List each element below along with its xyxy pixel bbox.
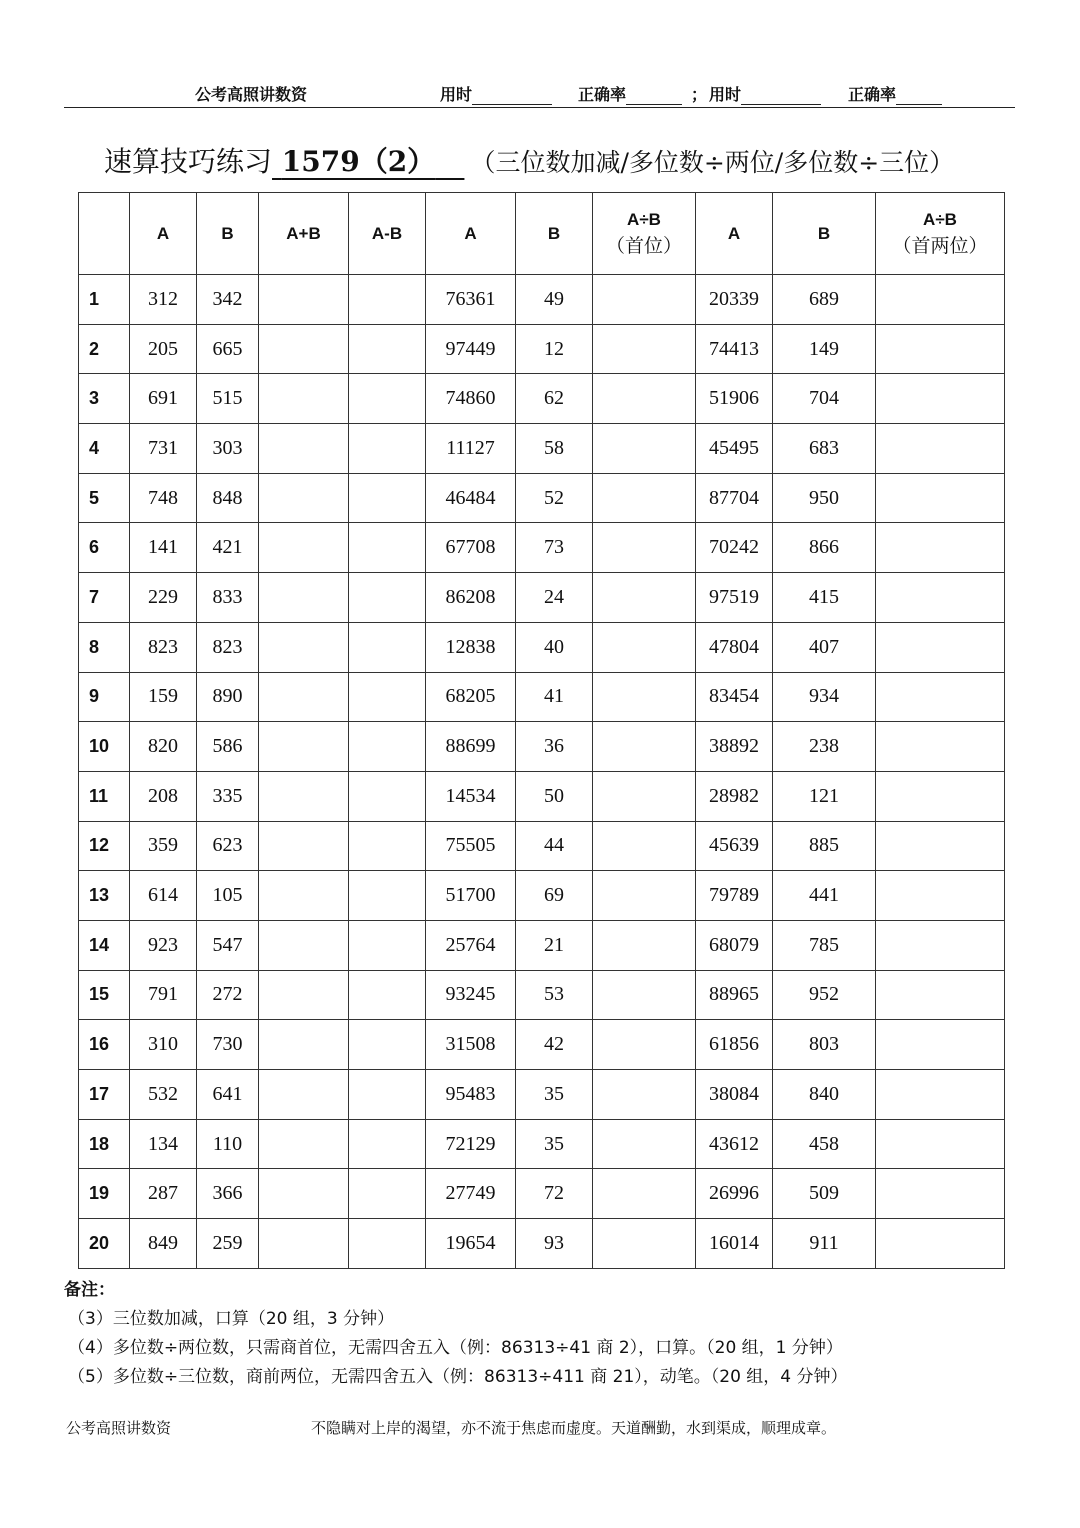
table-row <box>79 1169 1005 1219</box>
table-row <box>79 672 1005 722</box>
cell-b-2: 53 <box>516 970 593 1020</box>
cell-a-3: 79789 <box>696 871 773 921</box>
answer-diff[interactable] <box>349 622 426 672</box>
cell-a-2: 97449 <box>426 324 516 374</box>
cell-a-1: 287 <box>130 1169 197 1219</box>
cell-b-2: 50 <box>516 771 593 821</box>
cell-b-3: 840 <box>773 1070 876 1120</box>
row-index: 4 <box>79 424 130 474</box>
cell-a-2: 72129 <box>426 1119 516 1169</box>
accuracy-label-2: 正确率 <box>848 87 897 104</box>
cell-b-3: 866 <box>773 523 876 573</box>
table-row <box>79 324 1005 374</box>
cell-a-1: 532 <box>130 1070 197 1120</box>
cell-b-1: 641 <box>197 1070 259 1120</box>
cell-a-3: 38084 <box>696 1070 773 1120</box>
answer-div-first-two-digits[interactable] <box>876 672 1005 722</box>
cell-b-1: 342 <box>197 275 259 325</box>
time-field-2[interactable] <box>709 82 741 105</box>
cell-b-2: 62 <box>516 374 593 424</box>
cell-a-3: 20339 <box>696 275 773 325</box>
cell-a-1: 205 <box>130 324 197 374</box>
cell-b-1: 623 <box>197 821 259 871</box>
cell-a-2: 14534 <box>426 771 516 821</box>
answer-div-first-two-digits[interactable] <box>876 622 1005 672</box>
note-line-3: （3）三位数加减，口算（20 组，3 分钟） <box>68 1309 395 1329</box>
table-row <box>79 871 1005 921</box>
answer-diff[interactable] <box>349 573 426 623</box>
cell-a-2: 67708 <box>426 523 516 573</box>
answer-div-first-two-digits[interactable] <box>876 771 1005 821</box>
cell-b-1: 110 <box>197 1119 259 1169</box>
time-field-1[interactable] <box>440 82 472 105</box>
answer-diff[interactable] <box>349 1169 426 1219</box>
answer-div-first-two-digits[interactable] <box>876 473 1005 523</box>
header-index <box>79 193 130 275</box>
worksheet-header <box>64 76 1015 108</box>
cell-b-1: 890 <box>197 672 259 722</box>
cell-a-1: 159 <box>130 672 197 722</box>
cell-b-2: 52 <box>516 473 593 523</box>
cell-b-3: 785 <box>773 920 876 970</box>
cell-b-1: 303 <box>197 424 259 474</box>
cell-a-1: 359 <box>130 821 197 871</box>
cell-a-1: 823 <box>130 622 197 672</box>
answer-sum[interactable] <box>259 374 349 424</box>
cell-a-2: 19654 <box>426 1219 516 1269</box>
answer-sum[interactable] <box>259 722 349 772</box>
cell-a-2: 46484 <box>426 473 516 523</box>
answer-div-first-digit[interactable] <box>593 374 696 424</box>
header-a-2: A <box>426 193 516 275</box>
row-index: 6 <box>79 523 130 573</box>
answer-div-first-two-digits[interactable] <box>876 573 1005 623</box>
row-index: 5 <box>79 473 130 523</box>
cell-b-3: 704 <box>773 374 876 424</box>
cell-a-3: 43612 <box>696 1119 773 1169</box>
cell-a-1: 312 <box>130 275 197 325</box>
answer-div-first-digit[interactable] <box>593 672 696 722</box>
answer-div-first-digit[interactable] <box>593 1070 696 1120</box>
answer-diff[interactable] <box>349 672 426 722</box>
cell-a-3: 45495 <box>696 424 773 474</box>
answer-diff[interactable] <box>349 275 426 325</box>
answer-div-first-digit[interactable] <box>593 970 696 1020</box>
row-index: 18 <box>79 1119 130 1169</box>
cell-b-2: 24 <box>516 573 593 623</box>
answer-sum[interactable] <box>259 771 349 821</box>
answer-div-first-two-digits[interactable] <box>876 722 1005 772</box>
cell-b-3: 911 <box>773 1219 876 1269</box>
cell-b-2: 93 <box>516 1219 593 1269</box>
cell-a-3: 61856 <box>696 1020 773 1070</box>
answer-div-first-digit[interactable] <box>593 275 696 325</box>
table-row <box>79 523 1005 573</box>
row-index: 17 <box>79 1070 130 1120</box>
answer-div-first-digit[interactable] <box>593 424 696 474</box>
row-index: 9 <box>79 672 130 722</box>
cell-a-1: 229 <box>130 573 197 623</box>
answer-div-first-digit[interactable] <box>593 1169 696 1219</box>
answer-diff[interactable] <box>349 722 426 772</box>
answer-div-first-two-digits[interactable] <box>876 324 1005 374</box>
cell-b-3: 934 <box>773 672 876 722</box>
answer-sum[interactable] <box>259 622 349 672</box>
table-row <box>79 573 1005 623</box>
cell-a-1: 208 <box>130 771 197 821</box>
cell-a-3: 83454 <box>696 672 773 722</box>
table-body <box>79 275 1005 1269</box>
cell-b-3: 683 <box>773 424 876 474</box>
cell-a-1: 820 <box>130 722 197 772</box>
cell-a-3: 45639 <box>696 821 773 871</box>
answer-div-first-digit[interactable] <box>593 523 696 573</box>
answer-div-first-two-digits[interactable] <box>876 275 1005 325</box>
cell-b-1: 105 <box>197 871 259 921</box>
row-index: 8 <box>79 622 130 672</box>
answer-div-first-two-digits[interactable] <box>876 424 1005 474</box>
table-header-row <box>79 193 1005 275</box>
row-index: 2 <box>79 324 130 374</box>
cell-b-3: 121 <box>773 771 876 821</box>
row-index: 13 <box>79 871 130 921</box>
cell-a-2: 95483 <box>426 1070 516 1120</box>
answer-diff[interactable] <box>349 424 426 474</box>
answer-div-first-two-digits[interactable] <box>876 920 1005 970</box>
notes-section <box>64 1276 848 1392</box>
cell-a-2: 76361 <box>426 275 516 325</box>
row-index: 12 <box>79 821 130 871</box>
row-index: 11 <box>79 771 130 821</box>
cell-b-1: 515 <box>197 374 259 424</box>
worksheet-title <box>104 140 954 180</box>
cell-b-2: 73 <box>516 523 593 573</box>
cell-b-2: 36 <box>516 722 593 772</box>
cell-b-3: 238 <box>773 722 876 772</box>
answer-div-first-digit[interactable] <box>593 722 696 772</box>
answer-div-first-two-digits[interactable] <box>876 374 1005 424</box>
cell-b-3: 509 <box>773 1169 876 1219</box>
cell-a-2: 88699 <box>426 722 516 772</box>
table-row <box>79 473 1005 523</box>
answer-diff[interactable] <box>349 1070 426 1120</box>
answer-sum[interactable] <box>259 324 349 374</box>
cell-a-2: 93245 <box>426 970 516 1020</box>
answer-sum[interactable] <box>259 920 349 970</box>
cell-b-1: 586 <box>197 722 259 772</box>
answer-div-first-digit[interactable] <box>593 1219 696 1269</box>
row-index: 1 <box>79 275 130 325</box>
cell-a-1: 748 <box>130 473 197 523</box>
table-row <box>79 1020 1005 1070</box>
answer-sum[interactable] <box>259 1169 349 1219</box>
answer-div-first-two-digits[interactable] <box>876 523 1005 573</box>
cell-b-3: 458 <box>773 1119 876 1169</box>
answer-div-first-digit[interactable] <box>593 821 696 871</box>
answer-sum[interactable] <box>259 1119 349 1169</box>
cell-b-2: 44 <box>516 821 593 871</box>
notes-label: 备注： <box>64 1280 115 1300</box>
answer-sum[interactable] <box>259 1219 349 1269</box>
cell-a-2: 51700 <box>426 871 516 921</box>
answer-div-first-two-digits[interactable] <box>876 1219 1005 1269</box>
cell-b-2: 40 <box>516 622 593 672</box>
cell-b-3: 803 <box>773 1020 876 1070</box>
cell-a-2: 74860 <box>426 374 516 424</box>
accuracy-label-1: 正确率 <box>578 87 627 104</box>
answer-diff[interactable] <box>349 473 426 523</box>
cell-a-3: 97519 <box>696 573 773 623</box>
answer-sum[interactable] <box>259 871 349 921</box>
cell-a-3: 16014 <box>696 1219 773 1269</box>
row-index: 10 <box>79 722 130 772</box>
answer-diff[interactable] <box>349 920 426 970</box>
header-a-1: A <box>130 193 197 275</box>
answer-sum[interactable] <box>259 1070 349 1120</box>
row-index: 16 <box>79 1020 130 1070</box>
answer-div-first-digit[interactable] <box>593 1020 696 1070</box>
cell-a-3: 74413 <box>696 324 773 374</box>
cell-b-2: 12 <box>516 324 593 374</box>
header-brand: 公考高照讲数资 <box>195 87 308 104</box>
answer-div-first-digit[interactable] <box>593 920 696 970</box>
answer-diff[interactable] <box>349 324 426 374</box>
cell-b-2: 21 <box>516 920 593 970</box>
answer-diff[interactable] <box>349 771 426 821</box>
cell-a-1: 731 <box>130 424 197 474</box>
note-line-4: （4）多位数÷两位数，只需商首位，无需四舍五入（例：86313÷41 商 2），口算。（20 组，1 分钟） <box>68 1338 843 1358</box>
cell-b-2: 69 <box>516 871 593 921</box>
cell-a-3: 47804 <box>696 622 773 672</box>
time-label-2: 用时 <box>709 87 742 104</box>
header-separator: ； <box>691 87 708 104</box>
cell-b-1: 730 <box>197 1020 259 1070</box>
answer-sum[interactable] <box>259 473 349 523</box>
cell-a-1: 134 <box>130 1119 197 1169</box>
accuracy-blank-2[interactable] <box>896 88 942 105</box>
table-row <box>79 771 1005 821</box>
table-row <box>79 374 1005 424</box>
row-index: 3 <box>79 374 130 424</box>
header-div-first-digit: A÷B （首位） <box>593 193 696 275</box>
cell-a-3: 87704 <box>696 473 773 523</box>
row-index: 14 <box>79 920 130 970</box>
cell-b-3: 885 <box>773 821 876 871</box>
cell-b-2: 72 <box>516 1169 593 1219</box>
cell-a-2: 86208 <box>426 573 516 623</box>
cell-b-1: 421 <box>197 523 259 573</box>
cell-a-3: 26996 <box>696 1169 773 1219</box>
header-b-2: B <box>516 193 593 275</box>
answer-div-first-digit[interactable] <box>593 871 696 921</box>
cell-a-2: 12838 <box>426 622 516 672</box>
answer-div-first-two-digits[interactable] <box>876 1070 1005 1120</box>
cell-b-3: 441 <box>773 871 876 921</box>
cell-b-1: 366 <box>197 1169 259 1219</box>
header-diff: A-B <box>349 193 426 275</box>
table-row <box>79 1119 1005 1169</box>
answer-div-first-two-digits[interactable] <box>876 821 1005 871</box>
answer-diff[interactable] <box>349 1020 426 1070</box>
cell-a-1: 141 <box>130 523 197 573</box>
cell-a-3: 70242 <box>696 523 773 573</box>
row-index: 7 <box>79 573 130 623</box>
practice-table <box>78 192 1005 1269</box>
time-label-1: 用时 <box>440 87 473 104</box>
answer-sum[interactable] <box>259 970 349 1020</box>
answer-div-first-digit[interactable] <box>593 622 696 672</box>
cell-a-3: 38892 <box>696 722 773 772</box>
cell-a-1: 791 <box>130 970 197 1020</box>
accuracy-field-2[interactable] <box>848 82 896 105</box>
cell-b-3: 407 <box>773 622 876 672</box>
title-prefix: 速算技巧练习 <box>104 145 273 178</box>
cell-a-1: 691 <box>130 374 197 424</box>
cell-a-1: 923 <box>130 920 197 970</box>
answer-sum[interactable] <box>259 573 349 623</box>
cell-a-3: 68079 <box>696 920 773 970</box>
footer-brand: 公考高照讲数资 <box>66 1419 172 1437</box>
answer-div-first-digit[interactable] <box>593 324 696 374</box>
answer-diff[interactable] <box>349 970 426 1020</box>
answer-sum[interactable] <box>259 523 349 573</box>
cell-b-1: 259 <box>197 1219 259 1269</box>
cell-b-2: 42 <box>516 1020 593 1070</box>
title-number: 1579（2） <box>281 145 436 178</box>
table-row <box>79 1219 1005 1269</box>
cell-b-3: 950 <box>773 473 876 523</box>
answer-sum[interactable] <box>259 424 349 474</box>
cell-a-3: 51906 <box>696 374 773 424</box>
table-row <box>79 622 1005 672</box>
cell-a-2: 31508 <box>426 1020 516 1070</box>
table-row <box>79 275 1005 325</box>
cell-b-3: 149 <box>773 324 876 374</box>
title-subtitle: （三位数加减/多位数÷两位/多位数÷三位） <box>470 148 955 177</box>
cell-b-3: 415 <box>773 573 876 623</box>
cell-b-2: 35 <box>516 1070 593 1120</box>
answer-div-first-two-digits[interactable] <box>876 1169 1005 1219</box>
time-blank-1[interactable] <box>472 88 552 105</box>
cell-a-2: 27749 <box>426 1169 516 1219</box>
table-row <box>79 920 1005 970</box>
answer-diff[interactable] <box>349 374 426 424</box>
cell-a-1: 849 <box>130 1219 197 1269</box>
header-sum: A+B <box>259 193 349 275</box>
header-b-1: B <box>197 193 259 275</box>
cell-b-2: 41 <box>516 672 593 722</box>
cell-b-1: 665 <box>197 324 259 374</box>
time-blank-2[interactable] <box>741 88 821 105</box>
table-row <box>79 722 1005 772</box>
cell-b-1: 848 <box>197 473 259 523</box>
cell-b-1: 833 <box>197 573 259 623</box>
cell-a-2: 75505 <box>426 821 516 871</box>
answer-div-first-two-digits[interactable] <box>876 970 1005 1020</box>
cell-b-1: 547 <box>197 920 259 970</box>
table-row <box>79 970 1005 1020</box>
cell-a-2: 11127 <box>426 424 516 474</box>
cell-a-2: 25764 <box>426 920 516 970</box>
cell-b-3: 689 <box>773 275 876 325</box>
answer-div-first-digit[interactable] <box>593 771 696 821</box>
cell-a-3: 88965 <box>696 970 773 1020</box>
cell-b-2: 58 <box>516 424 593 474</box>
table-row <box>79 1070 1005 1120</box>
answer-div-first-two-digits[interactable] <box>876 871 1005 921</box>
cell-b-1: 272 <box>197 970 259 1020</box>
accuracy-field-1[interactable] <box>578 82 626 105</box>
answer-diff[interactable] <box>349 1119 426 1169</box>
footer-motto: 不隐瞒对上岸的渴望，亦不流于焦虑而虚度。天道酬勤，水到渠成，顺理成章。 <box>311 1419 837 1437</box>
answer-div-first-digit[interactable] <box>593 1119 696 1169</box>
answer-div-first-two-digits[interactable] <box>876 1020 1005 1070</box>
cell-b-1: 823 <box>197 622 259 672</box>
cell-a-2: 68205 <box>426 672 516 722</box>
accuracy-blank-1[interactable] <box>626 88 682 105</box>
cell-b-2: 49 <box>516 275 593 325</box>
header-div-first-two-digits: A÷B （首两位） <box>876 193 1005 275</box>
row-index: 20 <box>79 1219 130 1269</box>
header-b-3: B <box>773 193 876 275</box>
cell-b-3: 952 <box>773 970 876 1020</box>
answer-div-first-digit[interactable] <box>593 573 696 623</box>
cell-b-2: 35 <box>516 1119 593 1169</box>
cell-a-3: 28982 <box>696 771 773 821</box>
note-line-5: （5）多位数÷三位数，商前两位，无需四舍五入（例：86313÷411 商 21），动笔。（20 组，4 分钟） <box>68 1367 848 1387</box>
cell-b-1: 335 <box>197 771 259 821</box>
row-index: 15 <box>79 970 130 1020</box>
answer-div-first-two-digits[interactable] <box>876 1119 1005 1169</box>
answer-sum[interactable] <box>259 672 349 722</box>
header-a-3: A <box>696 193 773 275</box>
answer-diff[interactable] <box>349 821 426 871</box>
cell-a-1: 310 <box>130 1020 197 1070</box>
row-index: 19 <box>79 1169 130 1219</box>
answer-sum[interactable] <box>259 275 349 325</box>
answer-diff[interactable] <box>349 871 426 921</box>
answer-sum[interactable] <box>259 1020 349 1070</box>
answer-sum[interactable] <box>259 821 349 871</box>
table-row <box>79 821 1005 871</box>
answer-diff[interactable] <box>349 1219 426 1269</box>
answer-div-first-digit[interactable] <box>593 473 696 523</box>
answer-diff[interactable] <box>349 523 426 573</box>
cell-a-1: 614 <box>130 871 197 921</box>
table-row <box>79 424 1005 474</box>
